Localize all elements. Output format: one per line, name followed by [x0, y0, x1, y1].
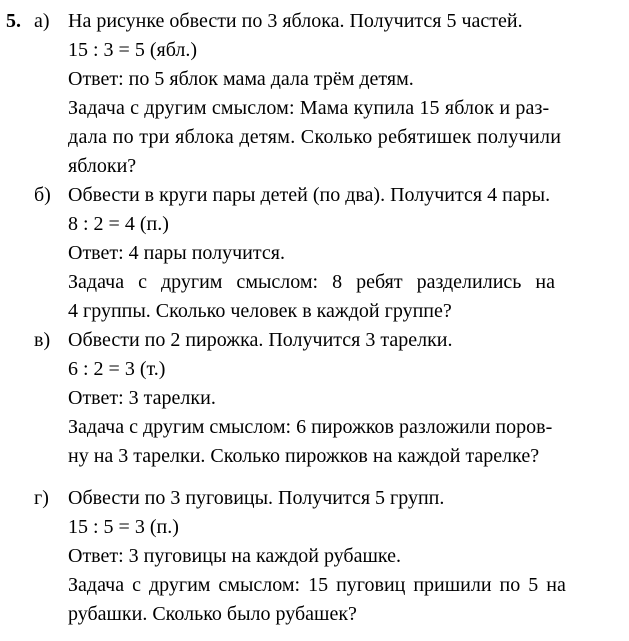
part-b-body: [68, 181, 616, 326]
part-g-body: [68, 484, 616, 629]
part-b-equation: 8 : 2 = 4 (п.): [68, 213, 169, 235]
part-g-answer: Ответ: 3 пуговицы на каждой рубашке.: [68, 545, 401, 567]
part-v-equation: 6 : 2 = 3 (т.): [68, 358, 166, 380]
part-b-label: б): [34, 184, 51, 206]
part-v-alt-task-line-2: ну на 3 тарелки. Сколько пирожков на каждой тарелке?: [68, 445, 540, 467]
part-b-statement: Обвести в круги пары детей (по два). Получится 4 пары.: [68, 184, 551, 206]
part-v-label: в): [34, 329, 51, 351]
part-v-answer: Ответ: 3 тарелки.: [68, 387, 216, 409]
part-g-label: г): [34, 487, 49, 509]
part-a-alt-task-line-2: дала по три яблока детям. Сколько ребятишек получили: [68, 126, 562, 148]
part-a-equation: 15 : 3 = 5 (ябл.): [68, 39, 198, 61]
part-g-equation: 15 : 5 = 3 (п.): [68, 516, 179, 538]
part-a-body: [68, 7, 616, 181]
problem-number: 5.: [6, 10, 21, 32]
part-v-alt-task-line-1: Задача с другим смыслом: 6 пирожков разложили поров-: [68, 416, 553, 438]
part-g-alt-task-line-1: Задача с другим смыслом: 15 пуговиц пришили по 5 на: [68, 574, 566, 596]
part-b-alt-task-line-2: 4 группы. Сколько человек в каждой группе?: [68, 300, 452, 322]
part-a-answer: Ответ: по 5 яблок мама дала трём детям.: [68, 68, 414, 90]
part-b-alt-task-line-1: Задача с другим смыслом: 8 ребят разделились на: [68, 271, 556, 293]
part-g-alt-task-line-2: рубашки. Сколько было рубашек?: [68, 603, 357, 625]
part-b-answer: Ответ: 4 пары получится.: [68, 242, 285, 264]
part-v-statement: Обвести по 2 пирожка. Получится 3 тарелки.: [68, 329, 453, 351]
part-a-alt-task-line-1: Задача с другим смыслом: Мама купила 15 яблок и раз-: [68, 97, 550, 119]
part-a-label: а): [34, 10, 50, 32]
part-a-statement: На рисунке обвести по 3 яблока. Получится 5 частей.: [68, 10, 523, 32]
part-v-body: [68, 326, 616, 471]
part-a-alt-task-line-3: яблоки?: [68, 155, 137, 177]
part-g-statement: Обвести по 3 пуговицы. Получится 5 групп.: [68, 487, 445, 509]
